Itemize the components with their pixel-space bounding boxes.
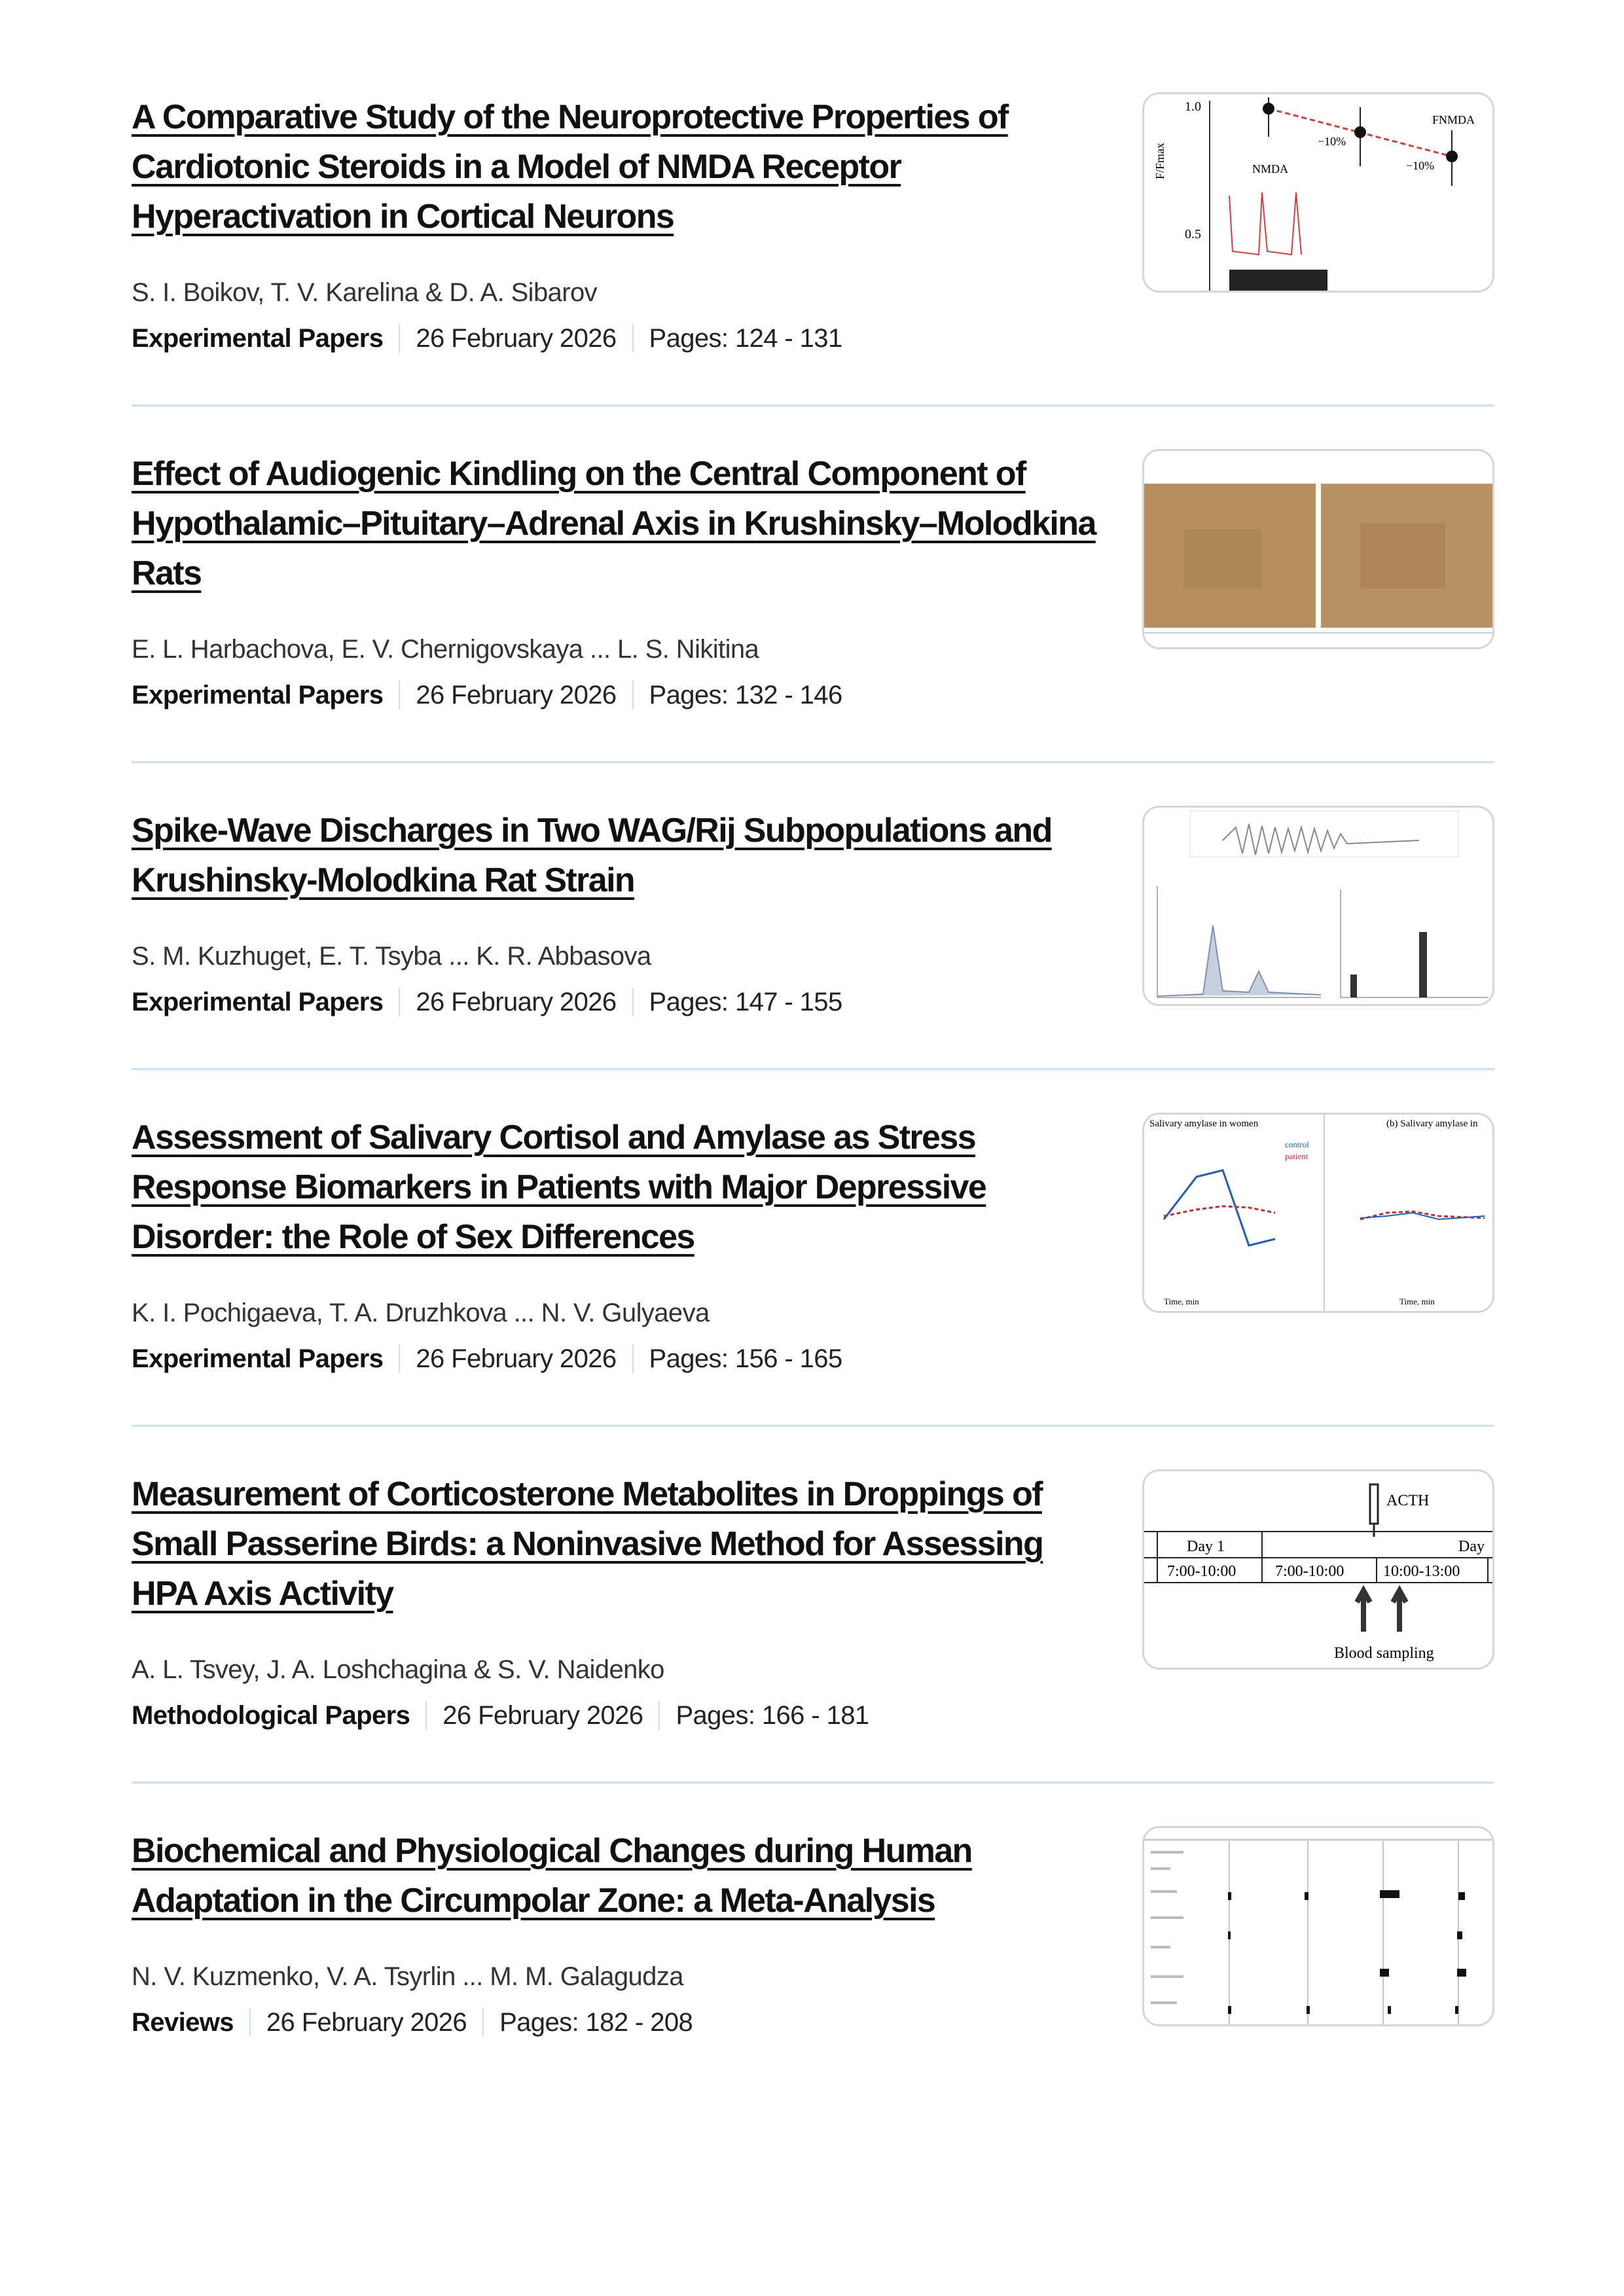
timeline-figure <box>1144 1471 1492 1668</box>
article-pages: Pages: 182 - 208 <box>499 2008 693 2037</box>
article-item <box>132 50 1494 406</box>
article-item <box>132 1070 1494 1427</box>
article-pages: Pages: 166 - 181 <box>676 1701 869 1730</box>
article-thumbnail[interactable] <box>1142 1469 1494 1670</box>
annotation: −10% <box>1318 135 1346 148</box>
axis-tick: 0.5 <box>1185 227 1201 242</box>
article-pages: Pages: 147 - 155 <box>649 988 842 1016</box>
article-thumbnail[interactable] <box>1142 449 1494 649</box>
axis-label: Time, min <box>1399 1297 1435 1306</box>
article-title-link[interactable]: Measurement of Corticosterone Metabolites in Droppings of Small Passerine Birds: a Noninvasive Method for Assessing HPA Axis Activity <box>132 1475 1043 1613</box>
article-date: 26 February 2026 <box>416 1344 617 1373</box>
article-title-link[interactable]: Effect of Audiogenic Kindling on the Central Component of Hypothalamic–Pituitary–Adrenal Axis in Krushinsky–Molodkina Rats <box>132 455 1096 592</box>
article-item <box>132 763 1494 1070</box>
figure-plot <box>1144 94 1492 291</box>
forest-plot-figure <box>1144 1828 1492 2024</box>
article-thumbnail[interactable] <box>1142 806 1494 1006</box>
timeline-label: 10:00-13:00 <box>1383 1563 1460 1580</box>
article-thumbnail[interactable] <box>1142 1113 1494 1313</box>
article-category: Experimental Papers <box>132 324 384 353</box>
article-meta <box>132 672 1100 718</box>
article-authors: A. L. Tsvey, J. A. Loshchagina & S. V. Naidenko <box>132 1655 664 1684</box>
eeg-figure <box>1144 808 1492 1004</box>
amylase-chart-figure <box>1144 1115 1492 1311</box>
article-title-link[interactable]: Assessment of Salivary Cortisol and Amylase as Stress Response Biomarkers in Patients with Major Depressive Disorder: the Role of Sex Differences <box>132 1119 986 1256</box>
annotation: FNMDA <box>1432 113 1475 126</box>
article-thumbnail[interactable] <box>1142 92 1494 293</box>
article-item <box>132 406 1494 763</box>
arrow-up-icon <box>1357 1590 1406 1632</box>
timeline-label: 7:00-10:00 <box>1275 1563 1344 1580</box>
article-pages: Pages: 156 - 165 <box>649 1344 842 1373</box>
timeline-label: Day <box>1458 1538 1485 1555</box>
article-category: Experimental Papers <box>132 988 384 1016</box>
article-title-link[interactable]: Spike-Wave Discharges in Two WAG/Rij Subpopulations and Krushinsky-Molodkina Rat Strain <box>132 812 1052 899</box>
annotation: NMDA <box>1252 162 1289 175</box>
panel-title: (b) Salivary amylase in <box>1386 1119 1478 1129</box>
divider <box>632 988 634 1016</box>
article-item <box>132 1427 1494 1784</box>
article-authors: E. L. Harbachova, E. V. Chernigovskaya ... L. S. Nikitina <box>132 635 759 664</box>
article-title-link[interactable]: Biochemical and Physiological Changes during Human Adaptation in the Circumpolar Zone: a Meta-Analysis <box>132 1832 972 1920</box>
article-category: Experimental Papers <box>132 681 384 709</box>
article-pages: Pages: 124 - 131 <box>649 324 842 353</box>
divider <box>399 324 400 353</box>
annotation: −10% <box>1406 159 1435 172</box>
micrograph-figure <box>1144 451 1492 647</box>
article-meta <box>132 315 1100 361</box>
divider <box>399 988 400 1016</box>
divider <box>632 324 634 353</box>
article-meta <box>132 1336 1100 1382</box>
divider <box>249 2008 251 2037</box>
axis-label: Time, min <box>1164 1297 1199 1306</box>
divider <box>482 2008 484 2037</box>
divider <box>425 1701 427 1730</box>
divider <box>659 1701 660 1730</box>
article-meta <box>132 979 1100 1025</box>
article-authors: K. I. Pochigaeva, T. A. Druzhkova ... N. V. Gulyaeva <box>132 1299 710 1327</box>
article-date: 26 February 2026 <box>442 1701 643 1730</box>
article-authors: S. M. Kuzhuget, E. T. Tsyba ... K. R. Abbasova <box>132 942 651 971</box>
annotation: Blood sampling <box>1334 1645 1434 1662</box>
article-meta <box>132 1693 1100 1738</box>
panel-title: Salivary amylase in women <box>1149 1119 1259 1129</box>
article-date: 26 February 2026 <box>416 324 617 353</box>
legend-item: control <box>1285 1139 1309 1149</box>
article-pages: Pages: 132 - 146 <box>649 681 842 709</box>
annotation: ACTH <box>1386 1492 1430 1509</box>
divider <box>399 681 400 709</box>
divider <box>399 1344 400 1373</box>
article-date: 26 February 2026 <box>266 2008 467 2037</box>
article-category: Reviews <box>132 2008 234 2037</box>
article-authors: N. V. Kuzmenko, V. A. Tsyrlin ... M. M. Galagudza <box>132 1962 683 1991</box>
timeline-label: 7:00-10:00 <box>1167 1563 1236 1580</box>
timeline-label: Day 1 <box>1187 1538 1225 1555</box>
article-item <box>132 1784 1494 2089</box>
axis-tick: 1.0 <box>1185 99 1201 114</box>
article-category: Experimental Papers <box>132 1344 384 1373</box>
article-date: 26 February 2026 <box>416 988 617 1016</box>
article-authors: S. I. Boikov, T. V. Karelina & D. A. Sibarov <box>132 278 598 307</box>
article-meta <box>132 2000 1100 2045</box>
divider <box>632 681 634 709</box>
article-thumbnail[interactable] <box>1142 1826 1494 2026</box>
article-category: Methodological Papers <box>132 1701 410 1730</box>
legend-item: patient <box>1285 1151 1308 1161</box>
article-title-link[interactable]: A Comparative Study of the Neuroprotective Properties of Cardiotonic Steroids in a Model of NMDA Receptor Hyperactivation in Cortical Neurons <box>132 98 1008 236</box>
axis-label: F/Fmax <box>1153 142 1166 179</box>
divider <box>632 1344 634 1373</box>
article-list <box>132 50 1494 2089</box>
article-date: 26 February 2026 <box>416 681 617 709</box>
